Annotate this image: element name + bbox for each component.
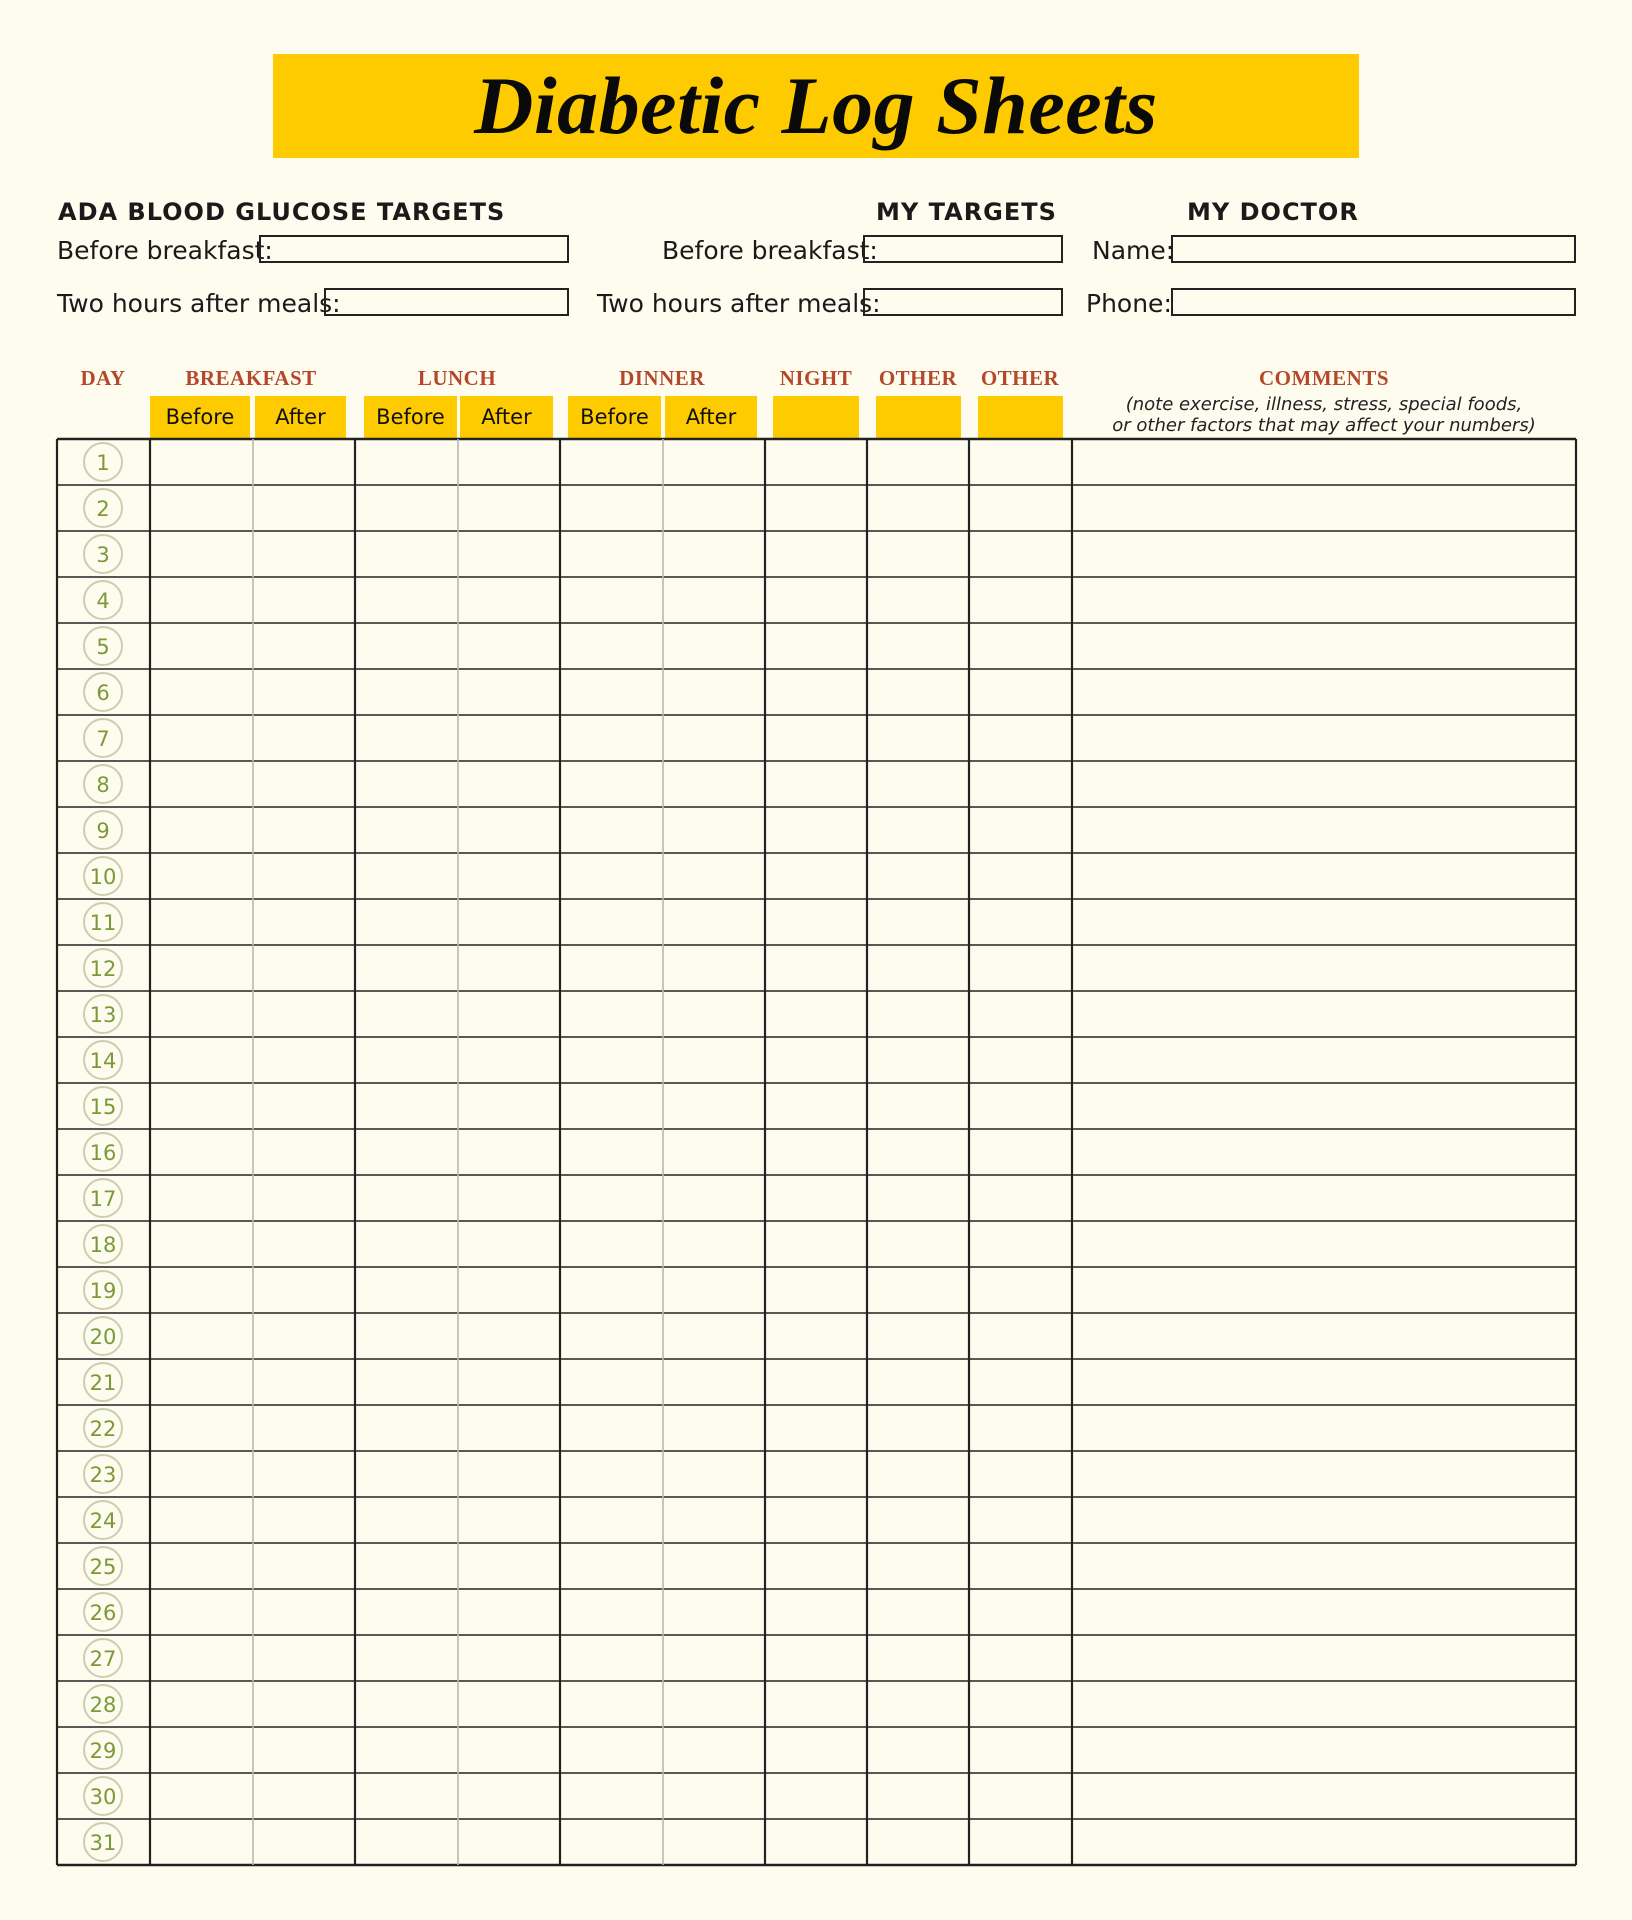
day-number: 25 <box>89 1555 117 1579</box>
day-number: 22 <box>89 1417 117 1441</box>
day-number: 4 <box>96 589 110 613</box>
doctor-name-label: Name: <box>1092 236 1175 265</box>
day-number: 29 <box>89 1739 117 1763</box>
doctor-phone-label: Phone: <box>1086 289 1172 318</box>
day-number: 14 <box>89 1049 117 1073</box>
day-number: 3 <box>96 543 110 567</box>
my-targets-heading: MY TARGETS <box>876 198 1057 226</box>
day-number: 6 <box>96 681 110 705</box>
my-after-meals-label: Two hours after meals: <box>597 289 881 318</box>
day-number: 26 <box>89 1601 117 1625</box>
ada-after-meals-label: Two hours after meals: <box>57 289 341 318</box>
col-header-other-1: OTHER <box>878 366 958 390</box>
col-header-night: NIGHT <box>779 366 853 390</box>
day-number: 28 <box>89 1693 117 1717</box>
col-header-dinner: DINNER <box>619 366 705 390</box>
day-number: 2 <box>96 497 110 521</box>
col-header-day: DAY <box>80 366 126 390</box>
col-header-other-2: OTHER <box>980 366 1060 390</box>
day-number: 13 <box>89 1003 117 1027</box>
breakfast-before-header: Before <box>150 396 250 438</box>
col-header-comments: COMMENTS <box>1259 366 1389 390</box>
lunch-after-header: After <box>460 396 553 438</box>
breakfast-after-header: After <box>255 396 346 438</box>
day-number: 17 <box>89 1187 117 1211</box>
day-number: 12 <box>89 957 117 981</box>
comments-note-line-2: or other factors that may affect your numbers) <box>1112 415 1536 436</box>
day-number: 27 <box>89 1647 117 1671</box>
lunch-before-header: Before <box>364 396 457 438</box>
day-number: 9 <box>96 819 110 843</box>
dinner-after-header: After <box>665 396 757 438</box>
day-number: 8 <box>96 773 110 797</box>
comments-note-line-1: (note exercise, illness, stress, special foods, <box>1125 394 1523 415</box>
my-before-breakfast-label: Before breakfast: <box>662 236 878 265</box>
day-number: 20 <box>89 1325 117 1349</box>
day-number: 24 <box>89 1509 117 1533</box>
col-header-breakfast: BREAKFAST <box>185 366 317 390</box>
day-number: 5 <box>96 635 110 659</box>
day-number: 23 <box>89 1463 117 1487</box>
day-number: 11 <box>89 911 117 935</box>
day-number: 18 <box>89 1233 117 1257</box>
day-number: 16 <box>89 1141 117 1165</box>
day-number: 10 <box>89 865 117 889</box>
page-title: Diabetic Log Sheets <box>474 60 1158 151</box>
my-doctor-heading: MY DOCTOR <box>1187 198 1359 226</box>
day-number: 1 <box>96 451 110 475</box>
dinner-before-header: Before <box>568 396 661 438</box>
day-number: 31 <box>89 1831 117 1855</box>
ada-targets-heading: ADA BLOOD GLUCOSE TARGETS <box>58 198 506 226</box>
ada-before-breakfast-label: Before breakfast: <box>57 236 273 265</box>
day-number: 30 <box>89 1785 117 1809</box>
col-header-lunch: LUNCH <box>417 366 497 390</box>
day-number: 7 <box>96 727 110 751</box>
day-number: 19 <box>89 1279 117 1303</box>
day-number: 15 <box>89 1095 117 1119</box>
day-number: 21 <box>89 1371 117 1395</box>
